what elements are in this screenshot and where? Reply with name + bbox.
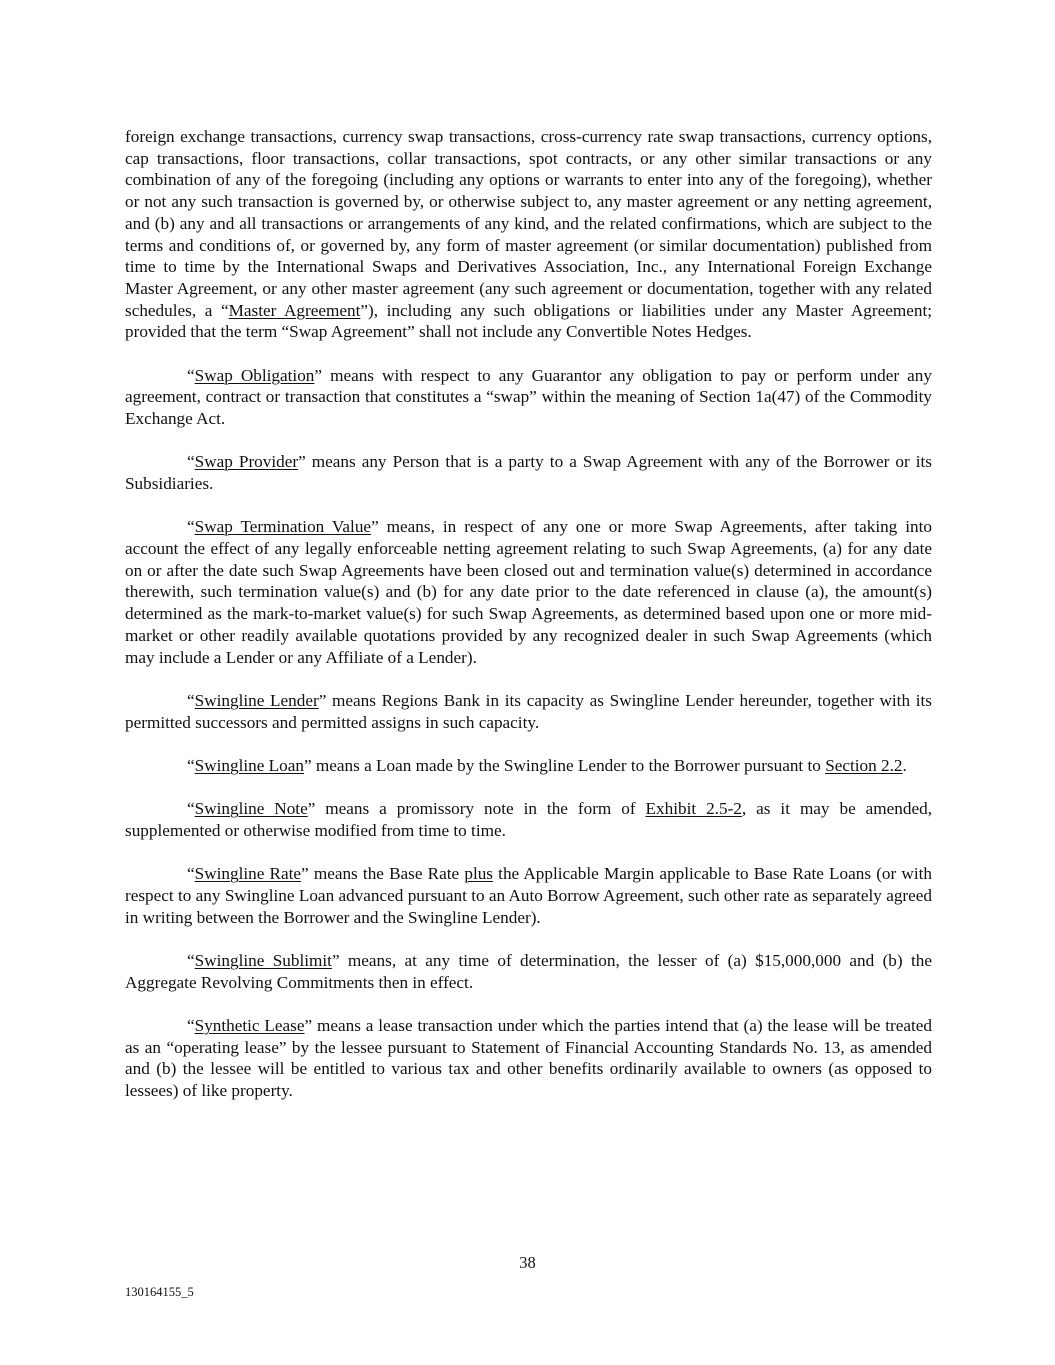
text-run: “	[187, 864, 195, 884]
underlined-term: Swingline Note	[194, 799, 308, 819]
text-run: ” means, in respect of any one or more Swap Agreements, after taking into account the effect of any legally enforceable netting agreement relating to such Swap Agreements, (a) for any date on or after the date such Swap Agreements have been closed out and termination value(s) determined in accordance therewith, such termination value(s) and (b) for any date prior to the date referenced in clause (a), the amount(s) determined as the mark-to-market value(s) for such Swap Agreements, as determined based upon one or more mid-market or other readily available quotations provided by any recognized dealer in such Swap Agreements (which may include a Lender or any Affiliate of a Lender).	[125, 517, 932, 667]
text-run: “	[187, 690, 195, 710]
document-id: 130164155_5	[125, 1285, 194, 1299]
text-run: ” means a Loan made by the Swingline Lender to the Borrower pursuant to	[303, 755, 826, 775]
text-run: “	[187, 452, 195, 472]
text-run: , as it may be amended, supplemented or otherwise modified from time to time.	[125, 799, 932, 840]
document-body	[125, 126, 932, 1123]
paragraph-definition-swingline-lender	[125, 690, 932, 733]
underlined-term: Swap Obligation	[194, 365, 315, 385]
text-run: “	[187, 365, 195, 385]
underlined-term: Swingline Sublimit	[194, 950, 332, 970]
text-run: ” means, at any time of determination, the lesser of (a) $15,000,000 and (b) the Aggregate Revolving Commitments then in effect.	[125, 950, 932, 992]
text-run: “	[187, 799, 195, 819]
text-run: “	[187, 1015, 195, 1035]
text-run: “	[187, 950, 195, 970]
text-run: ” means Regions Bank in its capacity as Swingline Lender hereunder, together with its permitted successors and permitted assigns in such capacity.	[125, 690, 932, 732]
paragraph-definition-swap-termination-value	[125, 516, 932, 668]
page-number: 38	[519, 1253, 536, 1272]
paragraph-definition-swingline-sublimit	[125, 950, 932, 993]
underlined-term: Master Agreement	[228, 300, 361, 320]
text-run: “	[187, 755, 195, 775]
underlined-term: Swingline Rate	[194, 864, 302, 884]
text-run: ” means with respect to any Guarantor any obligation to pay or perform under any agreement, contract or transaction that constitutes a “swap” within the meaning of Section 1a(47) of the Commodity Exchange Act.	[125, 365, 932, 429]
paragraph-definition-swap-obligation	[125, 365, 932, 430]
paragraph-swap-agreement-continuation	[125, 126, 932, 343]
paragraph-definition-swingline-loan	[125, 755, 932, 777]
text-run: foreign exchange transactions, currency swap transactions, cross-currency rate swap transactions, currency options, cap transactions, floor transactions, collar transactions, spot contracts, or any other similar transactions or any combination of any of the foregoing (including any options or warrants to enter into any of the foregoing), whether or not any such transaction is governed by, or otherwise subject to, any master agreement or any netting agreement, and (b) any and all transactions or arrangements of any kind, and the related confirmations, which are subject to the terms and conditions of, or governed by, any form of master agreement (or similar documentation) published from time to time by the International Swaps and Derivatives Association, Inc., any International Foreign Exchange Master Agreement, or any other master agreement (any such agreement or documentation, together with any related schedules, a “	[125, 127, 932, 320]
text-run: ” means a lease transaction under which the parties intend that (a) the lease will be treated as an “operating lease” by the lessee pursuant to Statement of Financial Accounting Standards No. 13, as amended and (b) the lessee will be entitled to various tax and other benefits ordinarily available to owners (as opposed to lessees) of like property.	[125, 1015, 932, 1100]
text-run: ” means any Person that is a party to a Swap Agreement with any of the Borrower or its Subsidiaries.	[125, 452, 932, 494]
text-run: .	[902, 755, 907, 775]
underlined-term: Swap Provider	[194, 452, 299, 472]
underlined-term: Swap Termination Value	[194, 517, 372, 537]
text-run: ” means the Base Rate	[301, 864, 465, 884]
paragraph-definition-swingline-note	[125, 798, 932, 841]
text-run: “	[187, 517, 195, 537]
text-run: ” means a promissory note in the form of	[307, 799, 646, 819]
underlined-term: Synthetic Lease	[194, 1015, 305, 1035]
underlined-term: Swingline Loan	[194, 755, 304, 775]
text-run: ”), including any such obligations or liabilities under any Master Agreement; provided that the term “Swap Agreement” shall not include any Convertible Notes Hedges.	[125, 300, 933, 342]
paragraph-definition-swap-provider	[125, 451, 932, 494]
underlined-term: Section 2.2	[825, 755, 903, 775]
paragraph-definition-synthetic-lease	[125, 1015, 932, 1102]
underlined-term: Swingline Lender	[194, 690, 319, 710]
text-run: the Applicable Margin applicable to Base Rate Loans (or with respect to any Swingline Loan advanced pursuant to an Auto Borrow Agreement, such other rate as separately agreed in writing between the Borrower and the Swingline Lender).	[125, 864, 932, 927]
underlined-term: Exhibit 2.5-2	[645, 799, 742, 819]
paragraph-definition-swingline-rate	[125, 863, 932, 928]
underlined-term: plus	[464, 864, 493, 884]
